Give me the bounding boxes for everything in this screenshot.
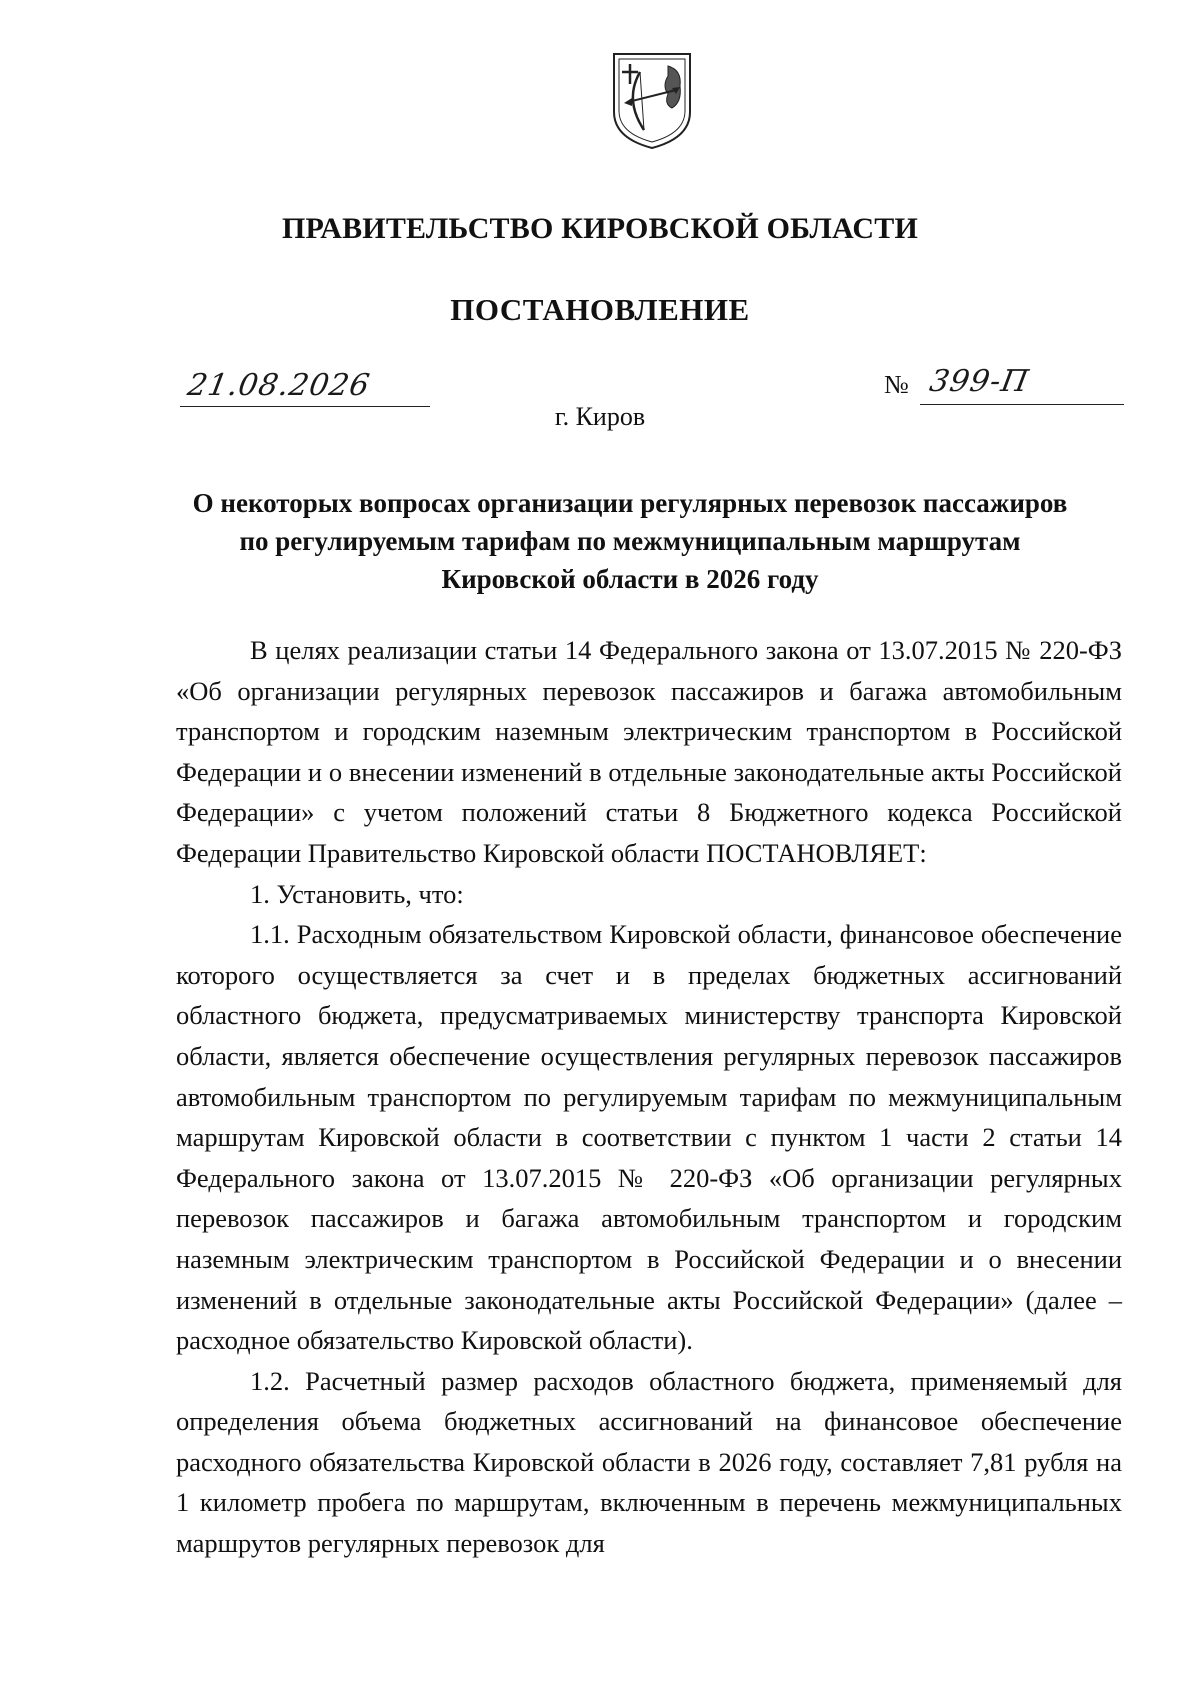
document-date-field — [180, 366, 430, 407]
document-body — [176, 630, 1122, 1564]
document-type-title: ПОСТАНОВЛЕНИЕ — [450, 292, 750, 327]
heading-line: по регулируемым тарифам по межмуниципальным маршрутам — [239, 526, 1021, 556]
organization-title: ПРАВИТЕЛЬСТВО КИРОВСКОЙ ОБЛАСТИ — [282, 212, 918, 245]
document-number-field — [884, 362, 1124, 406]
coat-of-arms-emblem — [610, 50, 694, 152]
body-paragraph-clause-1-2: 1.2. Расчетный размер расходов областного бюджета, применяемый для определения объема бюджетных ассигнований на финансовое обеспечение расходного обязательства Кировской области в 2026 году, составляет 7,81 рубля на 1 километр пробега по маршрутам, включенным в перечень межмуниципальных маршрутов регулярных перевозок для — [176, 1365, 1122, 1559]
heading-line: О некоторых вопросах организации регулярных перевозок пассажиров — [192, 488, 1068, 518]
document-heading — [150, 484, 1110, 598]
body-paragraph-preamble: В целях реализации статьи 14 Федерального закона от 13.07.2015 № 220-ФЗ «Об организации регулярных перевозок пассажиров и багажа автомобильным транспортом и городским наземным электрическим транспортом в Российской Федерации и о внесении изменений в отдельные законодательные акты Российской Федерации» с учетом положений статьи 8 Бюджетного кодекса Российской Федерации Правительство Кировской области ПОСТАНОВЛЯЕТ: — [176, 635, 1122, 868]
body-paragraph-clause-1-1: 1.1. Расходным обязательством Кировской области, финансовое обеспечение которого осуществляется за счет и в пределах бюджетных ассигнований областного бюджета, предусматриваемых министерству транспорта Кировской области, является обеспечение осуществления регулярных перевозок пассажиров автомобильным транспортом по регулируемым тарифам по межмуниципальным маршрутам Кировской области в соответствии с пунктом 1 части 2 статьи 14 Федерального закона от 13.07.2015 № 220-ФЗ «Об организации регулярных перевозок пассажиров и багажа автомобильным транспортом и городским наземным электрическим транспортом в Российской Федерации и о внесении изменений в отдельные законодательные акты Российской Федерации» (далее – расходное обязательство Кировской области). — [176, 919, 1122, 1356]
document-number-value: 399-П — [926, 364, 1032, 399]
body-paragraph-clause-1: 1. Установить, что: — [250, 878, 464, 909]
city-label: г. Киров — [554, 402, 646, 431]
number-sign-label: № — [884, 370, 909, 399]
heading-line: Кировской области в 2026 году — [441, 564, 819, 594]
document-number-line — [920, 362, 1124, 405]
document-date-value: 21.08.2026 — [184, 368, 373, 403]
